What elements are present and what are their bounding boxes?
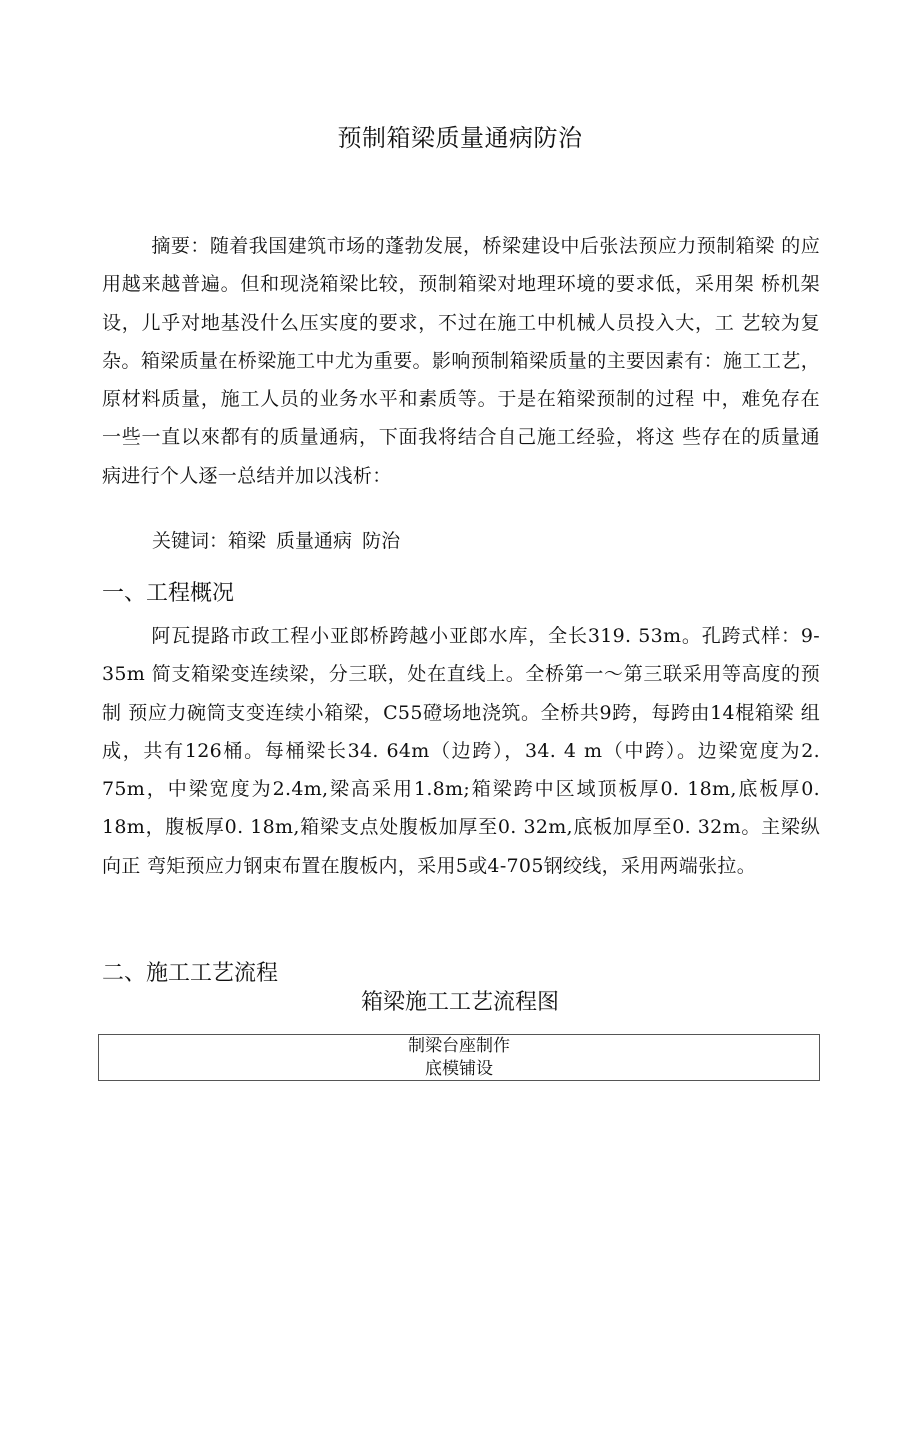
overview-paragraph: 阿瓦提路市政工程小亚郎桥跨越小亚郎水库，全长319. 53m。孔跨式样：9-35m 简支箱梁变连续梁，分三联，处在直线上。全桥第一〜第三联采用等高度的预制 预应力碗筒支变连续小箱梁，C55磴场地浇筑。全桥共9跨，每跨由14棍箱梁 组成，共有126桶。每桶梁长34. 64m（边跨），34. 4 m（中跨）。边梁宽度为2. 75m，中梁宽度为2.4m,梁高采用1.8m;箱梁跨中区域顶板厚0. 18m,底板厚0. 18m，腹板厚0. 18m,箱梁支点处腹板加厚至0. 32m,底板加厚至0. 32m。主梁纵向正 弯矩预应力钢束布置在腹板内，采用5或4-705钢绞线，采用两端张拉。 — [102, 625, 820, 877]
section-heading-overview: 一、工程概况 — [102, 581, 235, 606]
abstract-paragraph: 摘要：随着我国建筑市场的蓬勃发展，桥梁建设中后张法预应力预制箱梁 的应用越来越普遍。但和现浇箱梁比较，预制箱梁对地理环境的要求低，采用架 桥机架设，儿乎对地基没什么压实度的要求，不过在施工中机械人员投入大，工 艺较为复杂。箱梁质量在桥梁施工中尤为重要。影响预制箱梁质量的主要因素有：施工工艺，原材料质量，施工人员的业务水平和素质等。于是在箱梁预制的过程 中，难免存在一些一直以來都有的质量通病，下面我将结合自己施工经验，将这 些存在的质量通病进行个人逐一总结并加以浅析： — [102, 235, 820, 487]
section-heading-process: 二、施工工艺流程 — [102, 961, 279, 986]
flowchart-step-bottom-form: 底模铺设 — [425, 1059, 493, 1079]
flowchart-step-pedestal: 制梁台座制作 — [408, 1036, 510, 1056]
document-title: 预制箱梁质量通病防治 — [337, 124, 583, 152]
keywords-line: 关键词：箱梁 质量通病 防治 — [152, 530, 401, 552]
flowchart-step-box — [98, 1034, 820, 1081]
flowchart-title: 箱梁施工工艺流程图 — [360, 990, 559, 1015]
